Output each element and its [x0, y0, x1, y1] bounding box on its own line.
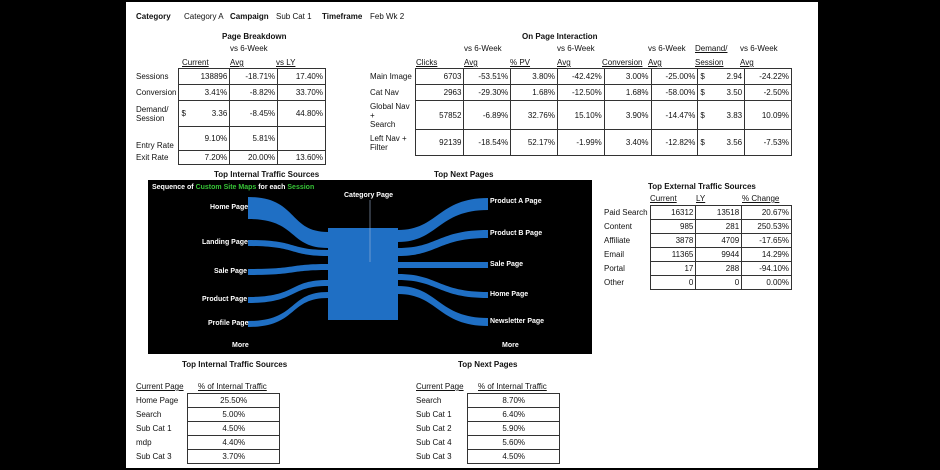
category-value[interactable]: Category A [184, 12, 224, 21]
op-h-conversion: Conversion [602, 58, 643, 67]
pb-row-label: Sessions [136, 72, 169, 81]
op-demand: 2.94 [708, 69, 745, 85]
op-dollar: $ [698, 101, 708, 130]
target-home-page[interactable]: Home Page [490, 291, 529, 298]
is-page: Sub Cat 1 [136, 424, 172, 433]
internal-sources-title: Top Internal Traffic Sources [182, 360, 288, 369]
page-breakdown-title: Page Breakdown [222, 32, 287, 41]
op-conv-6wk: -14.47% [651, 101, 698, 130]
np-col-page: Current Page [416, 382, 464, 391]
op-clicks: 2963 [415, 85, 464, 101]
caption-session: Session [287, 184, 315, 191]
caption-text: Sequence of [152, 184, 196, 191]
pb-col-vsly: vs LY [276, 58, 296, 67]
ext-col-current: Current [650, 194, 677, 203]
ext-label: Email [604, 250, 625, 259]
is-col-pct: % of Internal Traffic [198, 382, 267, 391]
flow-product-page [248, 280, 328, 303]
op-h-pv: % PV [510, 58, 531, 67]
ext-change: 250.53% [742, 220, 792, 234]
op-conv: 1.68% [604, 85, 651, 101]
pb-row-dollar: $ [179, 101, 188, 127]
timeframe-label: Timeframe [322, 12, 363, 21]
category-page-node [328, 228, 398, 320]
target-more[interactable]: More [502, 342, 519, 349]
next-pages-title: Top Next Pages [458, 360, 518, 369]
op-pv: 32.76% [511, 101, 558, 130]
ext-change: -94.10% [742, 262, 792, 276]
target-product-a-page[interactable]: Product A Page [490, 198, 542, 205]
source-landing-page[interactable]: Landing Page [202, 239, 248, 246]
ext-label: Paid Search [604, 208, 648, 217]
source-more[interactable]: More [232, 342, 249, 349]
caption-text: for each [256, 184, 288, 191]
pb-row-dollar [179, 127, 188, 151]
op-clicks-6wk: -53.51% [464, 69, 511, 85]
ext-current: 985 [650, 220, 696, 234]
pb-row-label: Entry Rate [136, 140, 174, 150]
op-pv: 52.17% [511, 130, 558, 156]
np-page: Sub Cat 2 [416, 424, 452, 433]
pb-row-vs6wk: -8.45% [230, 101, 278, 127]
op-h-avg: Avg [648, 58, 662, 67]
category-label: Category [136, 12, 171, 21]
is-page: Sub Cat 3 [136, 452, 172, 461]
category-page-label: Category Page [344, 192, 394, 199]
op-demand-6wk: 10.09% [745, 101, 792, 130]
timeframe-value[interactable]: Feb Wk 2 [370, 12, 405, 21]
target-newsletter-page[interactable]: Newsletter Page [490, 318, 545, 325]
ext-change: 14.29% [742, 248, 792, 262]
op-demand: 3.56 [708, 130, 745, 156]
on-page-table [368, 68, 792, 156]
ext-ly: 13518 [696, 206, 742, 220]
op-pv: 3.80% [511, 69, 558, 85]
is-col-page: Current Page [136, 382, 184, 391]
ext-ly: 281 [696, 220, 742, 234]
page-breakdown-table [134, 68, 326, 165]
source-profile-page[interactable]: Profile Page [208, 320, 249, 327]
campaign-value[interactable]: Sub Cat 1 [276, 12, 312, 21]
pb-row-current: 3.36 [188, 101, 230, 127]
is-page: Search [136, 410, 162, 419]
op-clicks: 92139 [415, 130, 464, 156]
op-conv: 3.40% [604, 130, 651, 156]
pb-row-label: Exit Rate [136, 153, 169, 162]
pb-col-current: Current [182, 58, 209, 67]
pb-row-current: 138896 [188, 69, 230, 85]
ext-col-ly: LY [696, 194, 706, 203]
np-page: Sub Cat 4 [416, 438, 452, 447]
op-row-label: Global Nav + Search [370, 101, 410, 129]
np-pct: 8.70% [468, 394, 560, 408]
ext-current: 0 [650, 276, 696, 290]
ext-change: -17.65% [742, 234, 792, 248]
external-table [602, 205, 792, 290]
op-h-top: Demand/ [695, 44, 728, 53]
internal-sources-table [134, 393, 280, 464]
sankey-flow-group [248, 197, 488, 327]
op-demand: 3.50 [708, 85, 745, 101]
ext-ly: 288 [696, 262, 742, 276]
np-pct: 4.50% [468, 450, 560, 464]
op-clicks-6wk: -6.89% [464, 101, 511, 130]
op-demand-6wk: -2.50% [745, 85, 792, 101]
np-page: Search [416, 396, 442, 405]
op-conv-6wk: -58.00% [651, 85, 698, 101]
op-pv-6wk: -12.50% [557, 85, 604, 101]
op-conv-6wk: -12.82% [651, 130, 698, 156]
pb-row-vsly: 13.60% [278, 151, 326, 165]
ext-current: 3878 [650, 234, 696, 248]
op-h-session: Session [695, 58, 724, 67]
ext-current: 16312 [650, 206, 696, 220]
pb-row-vs6wk: 20.00% [230, 151, 278, 165]
pb-row-vs6wk: -8.82% [230, 85, 278, 101]
op-clicks-6wk: -18.54% [464, 130, 511, 156]
pb-row-vsly [278, 127, 326, 151]
op-h-top: vs 6-Week [648, 44, 686, 53]
ext-label: Other [604, 278, 625, 287]
pb-row-vs6wk: -18.71% [230, 69, 278, 85]
report-sheet [126, 2, 818, 468]
pb-row-vsly: 33.70% [278, 85, 326, 101]
is-page: Home Page [136, 396, 179, 405]
np-pct: 6.40% [468, 408, 560, 422]
external-title: Top External Traffic Sources [648, 182, 756, 191]
op-dollar: $ [698, 69, 708, 85]
op-demand-6wk: -24.22% [745, 69, 792, 85]
op-dollar: $ [698, 130, 708, 156]
pb-row-current: 3.41% [188, 85, 230, 101]
op-row-label: Left Nav + Filter [370, 133, 407, 152]
pb-row-label: Demand/ Session [136, 104, 169, 123]
op-pv: 1.68% [511, 85, 558, 101]
source-home-page[interactable]: Home Page [210, 204, 249, 211]
op-h-top: vs 6-Week [557, 44, 595, 53]
op-clicks: 57852 [415, 101, 464, 130]
op-h-avg: Avg [464, 58, 478, 67]
pb-row-vsly: 44.80% [278, 101, 326, 127]
flow-sale-page-in [248, 264, 328, 275]
campaign-label: Campaign [230, 12, 269, 21]
ext-change: 0.00% [742, 276, 792, 290]
ext-current: 11365 [650, 248, 696, 262]
op-h-avg: Avg [740, 58, 754, 67]
sankey-title-right: Top Next Pages [434, 170, 494, 179]
pb-row-label: Conversion [136, 88, 177, 97]
np-page: Sub Cat 1 [416, 410, 452, 419]
op-clicks: 6703 [415, 69, 464, 85]
op-pv-6wk: -42.42% [557, 69, 604, 85]
pb-row-vsly: 17.40% [278, 69, 326, 85]
pb-row-dollar [179, 151, 188, 165]
op-conv: 3.90% [604, 101, 651, 130]
op-pv-6wk: 15.10% [557, 101, 604, 130]
next-pages-table [414, 393, 560, 464]
sankey-title-left: Top Internal Traffic Sources [214, 170, 320, 179]
op-conv-6wk: -25.00% [651, 69, 698, 85]
op-row-label: Main Image [370, 72, 412, 81]
caption-custom-site-maps: Custom Site Maps [195, 184, 257, 191]
ext-col-change: % Change [742, 194, 780, 203]
op-h-top: vs 6-Week [740, 44, 778, 53]
source-sale-page[interactable]: Sale Page [214, 268, 248, 275]
pb-row-vs6wk: 5.81% [230, 127, 278, 151]
pb-row-current: 9.10% [188, 127, 230, 151]
op-h-clicks: Clicks [416, 58, 438, 67]
ext-ly: 0 [696, 276, 742, 290]
op-dollar: $ [698, 85, 708, 101]
is-pct: 4.50% [188, 422, 280, 436]
is-pct: 4.40% [188, 436, 280, 450]
np-pct: 5.90% [468, 422, 560, 436]
ext-label: Affiliate [604, 236, 631, 245]
pb-row-dollar [179, 69, 188, 85]
ext-current: 17 [650, 262, 696, 276]
ext-ly: 9944 [696, 248, 742, 262]
is-pct: 25.50% [188, 394, 280, 408]
on-page-title: On Page Interaction [522, 32, 598, 41]
ext-change: 20.67% [742, 206, 792, 220]
is-page: mdp [136, 438, 152, 447]
ext-label: Portal [604, 264, 625, 273]
op-demand: 3.83 [708, 101, 745, 130]
op-pv-6wk: -1.99% [557, 130, 604, 156]
np-page: Sub Cat 3 [416, 452, 452, 461]
op-clicks-6wk: -29.30% [464, 85, 511, 101]
np-pct: 5.60% [468, 436, 560, 450]
target-product-b-page[interactable]: Product B Page [490, 230, 543, 237]
sankey-diagram [148, 180, 592, 354]
op-h-avg: Avg [557, 58, 571, 67]
pb-row-dollar [179, 85, 188, 101]
ext-ly: 4709 [696, 234, 742, 248]
op-h-top: vs 6-Week [464, 44, 502, 53]
is-pct: 5.00% [188, 408, 280, 422]
source-product-page[interactable]: Product Page [202, 296, 248, 303]
op-conv: 3.00% [604, 69, 651, 85]
np-col-pct: % of Internal Traffic [478, 382, 547, 391]
pb-row-current: 7.20% [188, 151, 230, 165]
pb-col-vs6wk: Avg [230, 58, 244, 67]
sankey-caption [152, 184, 314, 191]
is-pct: 3.70% [188, 450, 280, 464]
pb-vs6wk-top: vs 6-Week [230, 44, 268, 53]
flow-sale-page-out [398, 262, 488, 268]
ext-label: Content [604, 222, 633, 231]
op-row-label: Cat Nav [370, 88, 399, 97]
target-sale-page[interactable]: Sale Page [490, 261, 524, 268]
op-demand-6wk: -7.53% [745, 130, 792, 156]
